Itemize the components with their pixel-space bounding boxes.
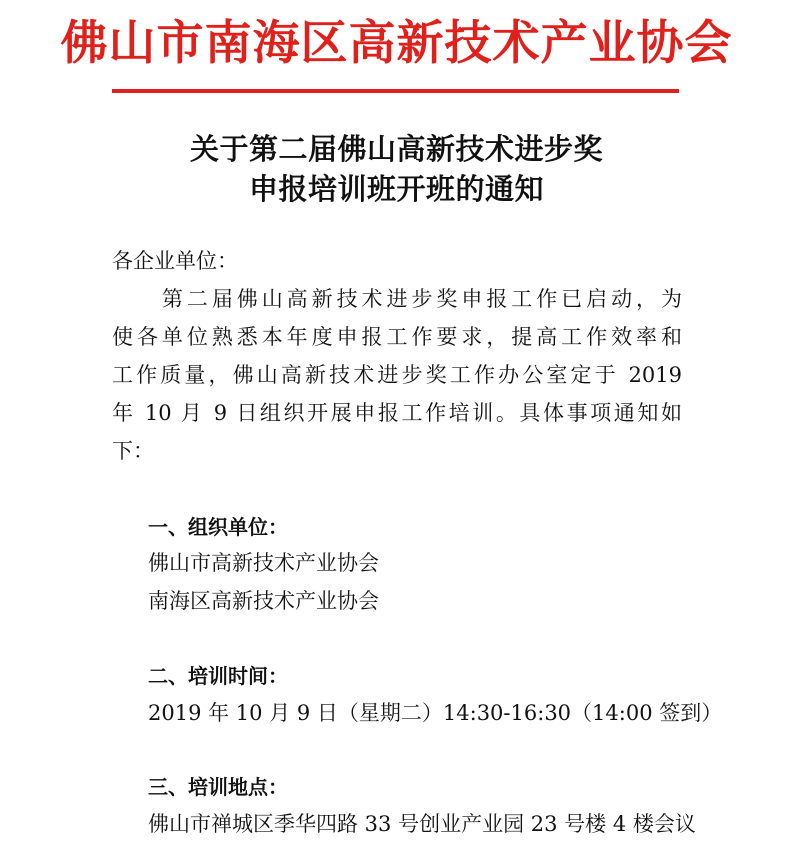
organization-letterhead: 佛山市南海区高新技术产业协会 [60, 16, 733, 71]
salutation: 各企业单位： [112, 249, 238, 273]
section-heading-organizers: 一、组织单位： [148, 515, 288, 539]
organizer-name: 佛山市高新技术产业协会 [148, 551, 379, 575]
organizer-name: 南海区高新技术产业协会 [148, 589, 379, 613]
notice-title-line-1: 关于第二届佛山高新技术进步奖 [189, 132, 603, 166]
training-location: 佛山市禅城区季华四路 33 号创业产业园 23 号楼 4 楼会议 [148, 812, 696, 836]
notice-title-line-2: 申报培训班开班的通知 [248, 172, 544, 206]
intro-line: 第二届佛山高新技术进步奖申报工作已启动，为 [112, 287, 682, 311]
intro-line: 年 10 月 9 日组织开展申报工作培训。具体事项通知如 [112, 401, 682, 425]
intro-line: 工作质量，佛山高新技术进步奖工作办公室定于 2019 [112, 363, 682, 387]
intro-line: 下： [112, 439, 154, 463]
intro-line: 使各单位熟悉本年度申报工作要求，提高工作效率和 [112, 325, 682, 349]
letterhead-divider [112, 89, 679, 93]
training-time: 2019 年 10 月 9 日（星期二）14:30-16:30（14:00 签到） [148, 701, 723, 725]
section-heading-location: 三、培训地点： [148, 775, 288, 799]
section-heading-time: 二、培训时间： [148, 664, 288, 688]
